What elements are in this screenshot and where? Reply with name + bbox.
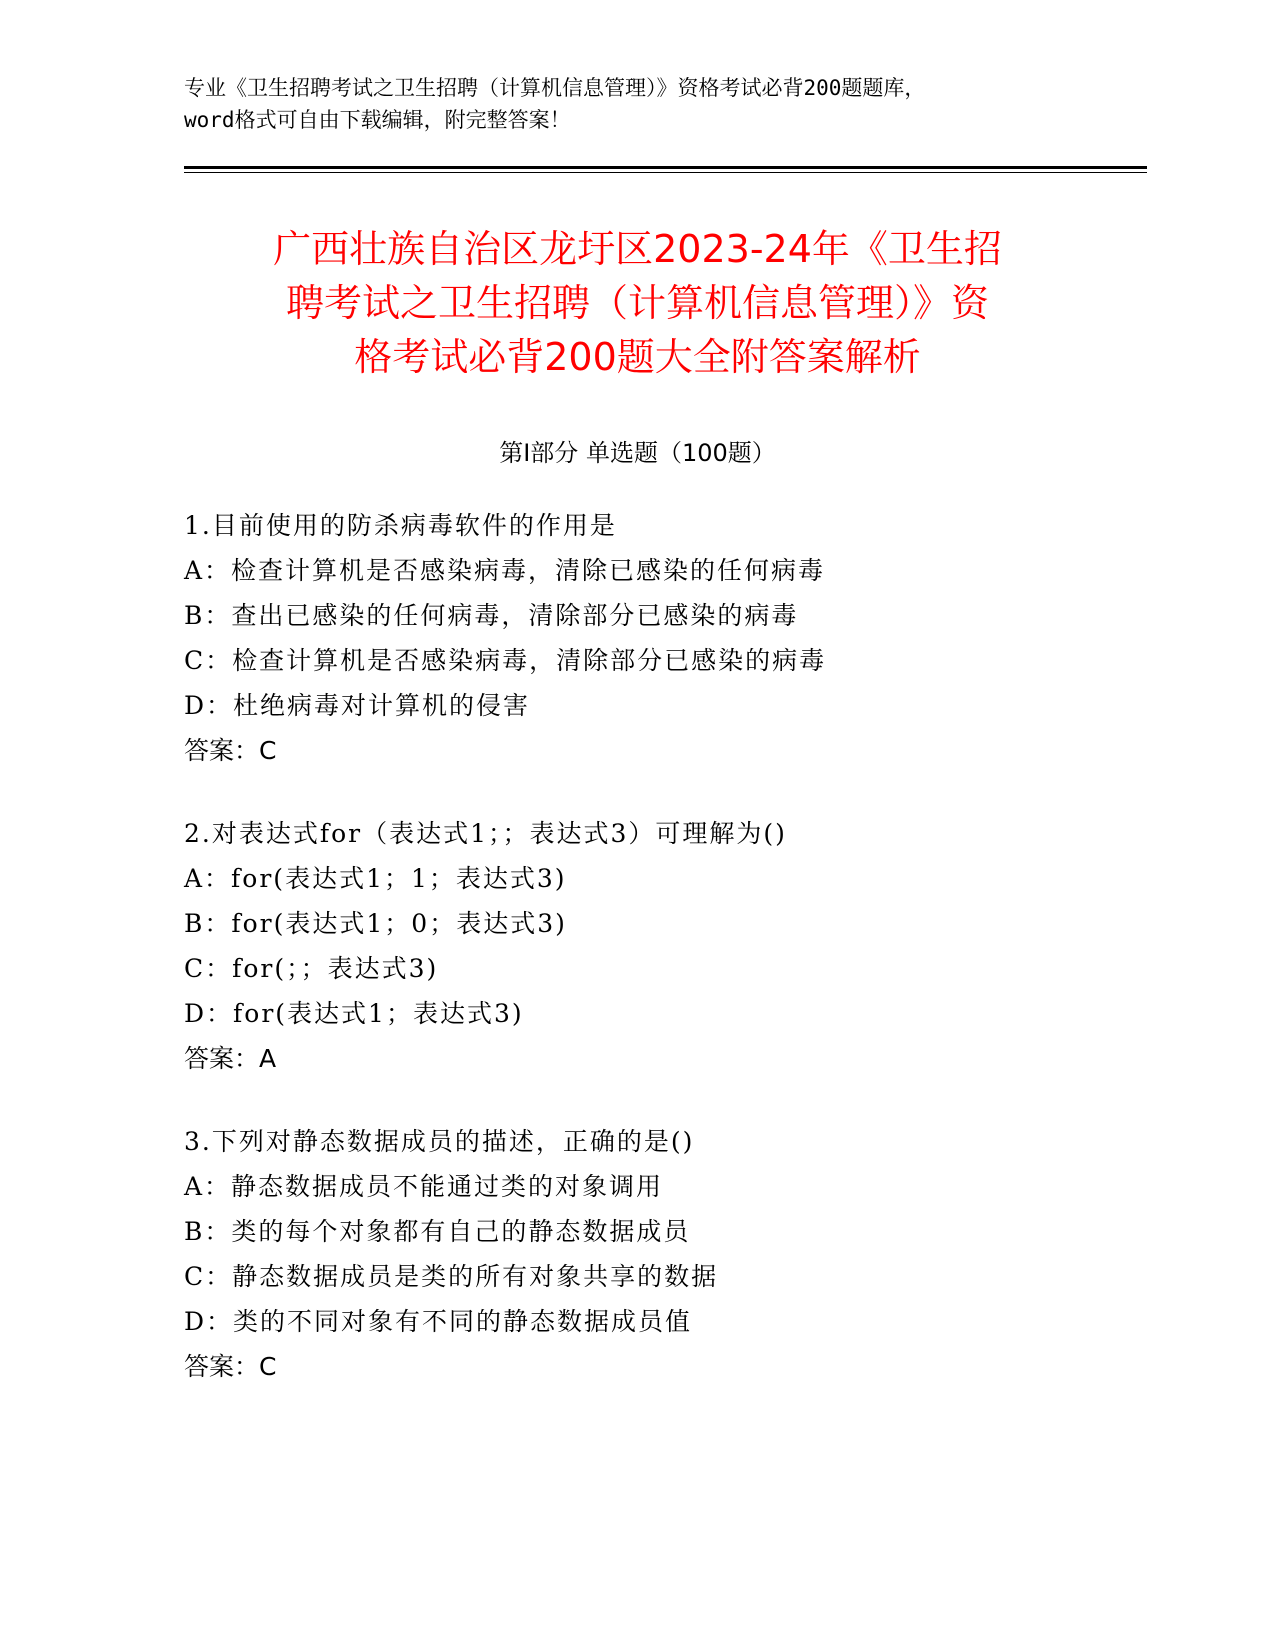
option-b: B：查出已感染的任何病毒，清除部分已感染的病毒 (184, 601, 799, 630)
title-line-3: 格考试必背200题大全附答案解析 (354, 335, 921, 379)
option-a: A：for(表达式1；1；表达式3) (184, 864, 567, 893)
header-line-1: 专业《卫生招聘考试之卫生招聘（计算机信息管理）》资格考试必背200题题库， (184, 76, 926, 100)
question-stem: 2.对表达式for（表达式1；；表达式3）可理解为() (184, 819, 787, 848)
title-line-2: 聘考试之卫生招聘（计算机信息管理）》资 (285, 281, 989, 325)
document-title (150, 222, 1125, 384)
header-rule-thin (184, 172, 1147, 173)
option-d: D：杜绝病毒对计算机的侵害 (184, 691, 531, 720)
section-title: 第Ⅰ部分 单选题（100题） (499, 439, 776, 467)
question-1 (184, 503, 1144, 773)
question-stem: 1.目前使用的防杀病毒软件的作用是 (184, 511, 617, 540)
header-rule-thick (184, 166, 1147, 169)
option-c: C：for(；；表达式3) (184, 954, 439, 983)
option-b: B：类的每个对象都有自己的静态数据成员 (184, 1217, 691, 1246)
answer: 答案：C (184, 1352, 277, 1381)
answer: 答案：A (184, 1044, 277, 1073)
answer: 答案：C (184, 736, 277, 765)
option-d: D：for(表达式1；表达式3) (184, 999, 524, 1028)
option-d: D：类的不同对象有不同的静态数据成员值 (184, 1307, 693, 1336)
question-3 (184, 1119, 1144, 1389)
question-2 (184, 811, 1144, 1081)
option-a: A：静态数据成员不能通过类的对象调用 (184, 1172, 664, 1201)
option-c: C：检查计算机是否感染病毒，清除部分已感染的病毒 (184, 646, 827, 675)
title-line-1: 广西壮族自治区龙圩区2023-24年《卫生招 (273, 227, 1002, 271)
option-a: A：检查计算机是否感染病毒，清除已感染的任何病毒 (184, 556, 826, 585)
option-c: C：静态数据成员是类的所有对象共享的数据 (184, 1262, 719, 1291)
option-b: B：for(表达式1；0；表达式3) (184, 909, 567, 938)
header-line-2: word格式可自由下载编辑，附完整答案！ (184, 108, 571, 132)
question-stem: 3.下列对静态数据成员的描述，正确的是() (184, 1127, 695, 1156)
